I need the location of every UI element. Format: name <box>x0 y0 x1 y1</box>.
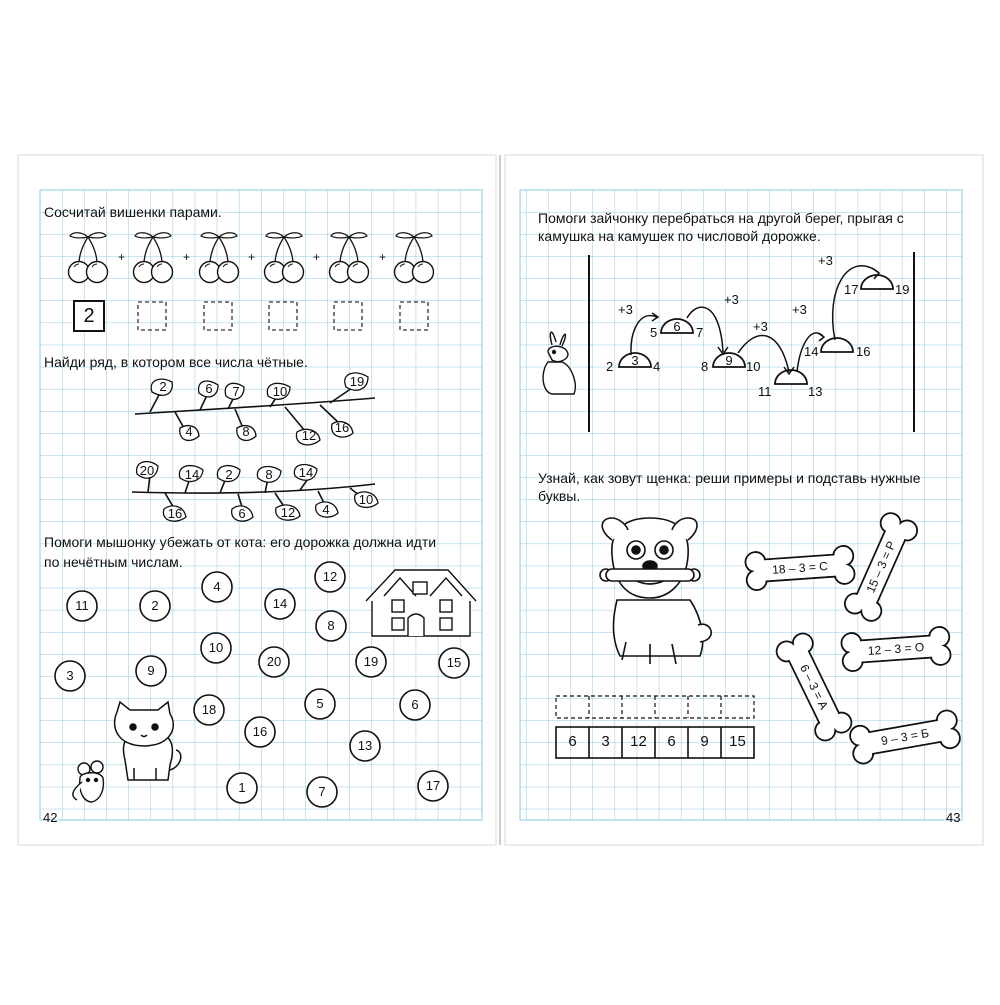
circle-number: 18 <box>201 702 217 717</box>
leaf-number: 6 <box>238 506 246 521</box>
plus-sign: + <box>379 250 387 264</box>
leaf-number: 16 <box>167 506 183 521</box>
leaf-number: 14 <box>184 467 200 482</box>
neighbor-number: 10 <box>746 359 761 374</box>
leaf-number: 10 <box>358 492 374 507</box>
circle-number: 15 <box>446 655 462 670</box>
circle-number: 16 <box>252 724 268 739</box>
task-mouse-instruction-line2: по нечётным числам. <box>44 554 183 570</box>
circle-number: 10 <box>208 640 224 655</box>
task-count-cherries-instruction: Сосчитай вишенки парами. <box>44 204 222 220</box>
task-bunny-instruction-line1: Помоги зайчонку перебраться на другой берег, прыгая с <box>538 210 904 226</box>
neighbor-number: 11 <box>758 384 772 399</box>
leaf-number: 8 <box>242 424 250 439</box>
leaf-number: 14 <box>298 465 314 480</box>
circle-number: 19 <box>363 654 379 669</box>
task-puppy-instruction-line2: буквы. <box>538 488 581 504</box>
answer-number: 3 <box>601 733 610 750</box>
circle-number: 4 <box>213 579 221 594</box>
circle-number: 9 <box>147 663 155 678</box>
answer-number: 15 <box>729 733 746 750</box>
leaf-number: 2 <box>159 379 167 394</box>
answer-value: 2 <box>83 305 95 327</box>
circle-number: 2 <box>151 598 159 613</box>
plus-sign: + <box>183 250 191 264</box>
stone-number: 6 <box>673 319 681 334</box>
stone-number: 3 <box>631 353 639 368</box>
answer-number: 6 <box>568 733 577 750</box>
leaf-number: 2 <box>225 467 233 482</box>
leaf-number: 4 <box>322 502 330 517</box>
neighbor-number: 7 <box>696 325 704 340</box>
bone-equation: 12 – 3 = О <box>867 640 925 658</box>
neighbor-number: 16 <box>856 344 871 359</box>
leaf-number: 10 <box>272 384 288 399</box>
jump-label: +3 <box>724 292 739 307</box>
neighbor-number: 5 <box>650 325 658 340</box>
circle-number: 17 <box>425 778 441 793</box>
bone-equation: 6 – 3 = А <box>797 662 831 712</box>
circle-number: 6 <box>411 697 419 712</box>
circle-number: 7 <box>318 784 326 799</box>
neighbor-number: 19 <box>895 282 910 297</box>
neighbor-number: 14 <box>804 344 819 359</box>
plus-sign: + <box>118 250 126 264</box>
neighbor-number: 8 <box>701 359 709 374</box>
answer-number: 9 <box>700 733 709 750</box>
bone-equation: 9 – 3 = Б <box>880 725 930 749</box>
page-number-right: 43 <box>946 810 961 825</box>
circle-number: 12 <box>322 569 338 584</box>
bone-equation: 15 – 3 = Р <box>863 539 899 595</box>
leaf-number: 20 <box>139 463 155 478</box>
leaf-number: 16 <box>334 420 350 435</box>
bone-equation: 18 – 3 = С <box>771 559 829 577</box>
neighbor-number: 17 <box>844 282 859 297</box>
circle-number: 11 <box>75 598 89 613</box>
neighbor-number: 2 <box>606 359 614 374</box>
task-puppy-instruction-line1: Узнай, как зовут щенка: реши примеры и подставь нужные <box>538 470 921 486</box>
circle-number: 8 <box>327 618 335 633</box>
circle-number: 20 <box>266 654 282 669</box>
leaf-number: 12 <box>280 505 296 520</box>
leaf-number: 7 <box>232 384 240 399</box>
circle-number: 3 <box>66 668 74 683</box>
stone-number: 9 <box>725 353 733 368</box>
neighbor-number: 4 <box>653 359 661 374</box>
circle-number: 13 <box>357 738 373 753</box>
task-bunny-instruction-line2: камушка на камушек по числовой дорожке. <box>538 228 821 244</box>
jump-label: +3 <box>818 253 833 268</box>
page-number-left: 42 <box>43 810 58 825</box>
jump-label: +3 <box>753 319 768 334</box>
leaf-number: 6 <box>205 381 213 396</box>
leaf-number: 8 <box>265 467 273 482</box>
jump-label: +3 <box>792 302 807 317</box>
jump-label: +3 <box>618 302 633 317</box>
circle-number: 14 <box>272 596 288 611</box>
leaf-number: 19 <box>349 374 365 389</box>
answer-number: 12 <box>630 733 647 750</box>
circle-number: 5 <box>316 696 324 711</box>
task-mouse-instruction-line1: Помоги мышонку убежать от кота: его дорожка должна идти <box>44 534 437 550</box>
plus-sign: + <box>248 250 256 264</box>
answer-number: 6 <box>667 733 676 750</box>
circle-number: 1 <box>238 780 246 795</box>
leaf-number: 12 <box>301 428 317 443</box>
task-even-numbers-instruction: Найди ряд, в котором все числа чётные. <box>44 354 308 370</box>
plus-sign: + <box>313 250 321 264</box>
neighbor-number: 13 <box>808 384 823 399</box>
leaf-number: 4 <box>185 424 193 439</box>
